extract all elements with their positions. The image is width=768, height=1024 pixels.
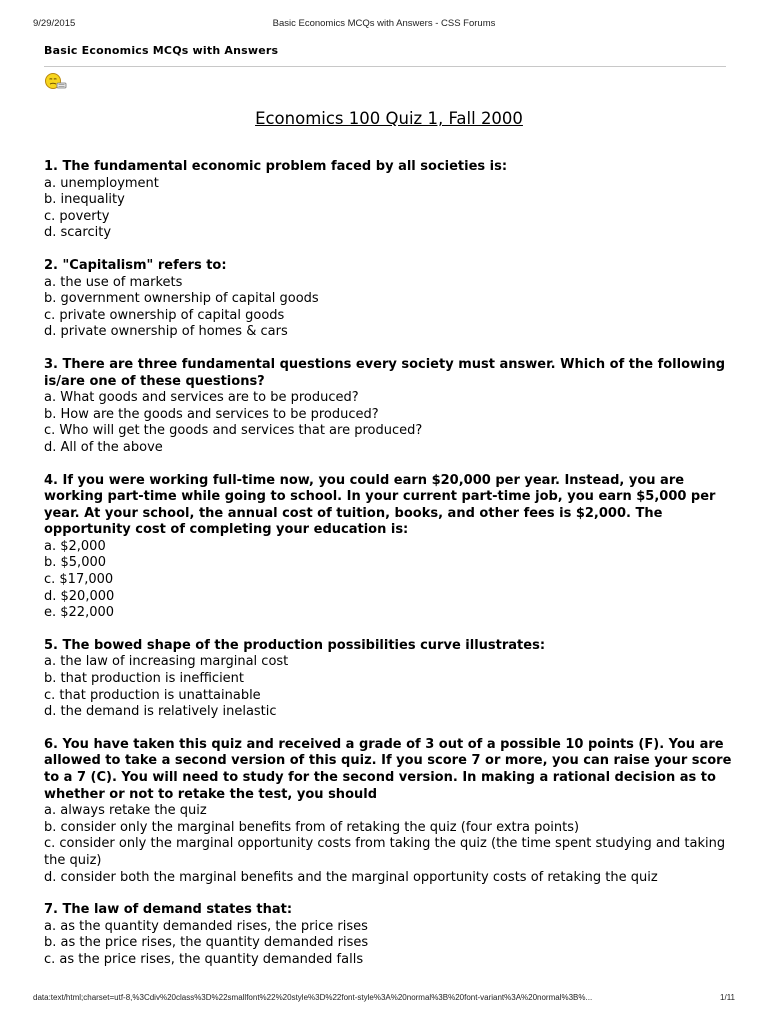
answer-option: b. as the price rises, the quantity demanded rises xyxy=(44,935,369,951)
question-text: 2. "Capitalism" refers to: xyxy=(44,257,227,273)
page-number: 1/11 xyxy=(720,993,735,1002)
question-text: 5. The bowed shape of the production possibilities curve illustrates: xyxy=(44,637,546,653)
answer-option: c. as the price rises, the quantity demanded falls xyxy=(44,951,364,967)
print-footer xyxy=(33,993,735,1007)
answer-option: a. always retake the quiz xyxy=(44,803,207,819)
answer-option: c. private ownership of capital goods xyxy=(44,307,285,323)
answer-option: c. poverty xyxy=(44,208,110,224)
answer-option: c. that production is unattainable xyxy=(44,687,261,703)
question-block xyxy=(44,902,734,968)
thread-title: Basic Economics MCQs with Answers xyxy=(44,44,279,57)
answer-option: b. consider only the marginal benefits from of retaking the quiz (four extra points) xyxy=(44,819,580,835)
answer-option: d. scarcity xyxy=(44,225,112,241)
question-block xyxy=(44,357,734,457)
question-text: 7. The law of demand states that: xyxy=(44,902,293,918)
answer-option: a. as the quantity demanded rises, the price rises xyxy=(44,918,368,934)
question-text: 4. If you were working full-time now, you could earn $20,000 per year. Instead, you are working part-time while going to school. In your current part-time job, you earn $5,000 per year. At your school, the annual cost of tuition, books, and other fees is $2,000. The opportunity cost of completing your education is: xyxy=(44,472,716,538)
answer-option: c. Who will get the goods and services that are produced? xyxy=(44,423,423,439)
answer-option: d. $20,000 xyxy=(44,588,115,604)
answer-option: e. $22,000 xyxy=(44,605,115,621)
answer-option: d. consider both the marginal benefits and the marginal opportunity costs of retaking the quiz xyxy=(44,869,658,885)
question-block xyxy=(44,159,734,242)
print-date: 9/29/2015 xyxy=(33,18,76,29)
answer-option: c. $17,000 xyxy=(44,572,114,588)
question-list xyxy=(44,159,734,969)
question-block xyxy=(44,473,734,622)
print-header xyxy=(33,18,735,32)
quiz-title: Economics 100 Quiz 1, Fall 2000 xyxy=(255,109,523,128)
answer-option: a. the use of markets xyxy=(44,274,183,290)
answer-option: d. the demand is relatively inelastic xyxy=(44,704,277,720)
answer-option: d. All of the above xyxy=(44,439,163,455)
smiley-icon xyxy=(44,72,68,92)
answer-option: b. government ownership of capital goods xyxy=(44,291,319,307)
answer-option: d. private ownership of homes & cars xyxy=(44,324,288,340)
answer-option: a. $2,000 xyxy=(44,538,106,554)
question-block xyxy=(44,638,734,721)
question-text: 1. The fundamental economic problem faced by all societies is: xyxy=(44,159,508,174)
answer-option: a. unemployment xyxy=(44,175,159,191)
post-content xyxy=(44,108,734,985)
answer-option: c. consider only the marginal opportunity costs from taking the quiz (the time spent studying and taking the quiz) xyxy=(44,836,726,868)
answer-option: b. inequality xyxy=(44,192,125,208)
answer-option: b. How are the goods and services to be produced? xyxy=(44,406,379,422)
divider xyxy=(44,66,726,67)
question-block xyxy=(44,737,734,886)
question-block xyxy=(44,258,734,341)
question-text: 6. You have taken this quiz and received a grade of 3 out of a possible 10 points (F). You are allowed to take a second version of this quiz. If you score 7 or more, you can raise your score to a 7 (C). You will need to study for the second version. In making a rational decision as to whether or not to retake the test, you should xyxy=(44,736,732,802)
answer-option: a. the law of increasing marginal cost xyxy=(44,654,289,670)
answer-option: b. that production is inefficient xyxy=(44,671,245,687)
answer-option: a. What goods and services are to be produced? xyxy=(44,390,359,406)
question-text: 3. There are three fundamental questions every society must answer. Which of the following is/are one of these questions? xyxy=(44,356,726,389)
print-url: data:text/html;charset=utf-8,%3Cdiv%20class%3D%22smallfont%22%20style%3D%22font-style%3A%20normal%3B%20font-variant%3A%20normal%3B%... xyxy=(33,993,593,1002)
answer-option: b. $5,000 xyxy=(44,555,107,571)
print-page-title: Basic Economics MCQs with Answers - CSS Forums xyxy=(272,18,496,29)
